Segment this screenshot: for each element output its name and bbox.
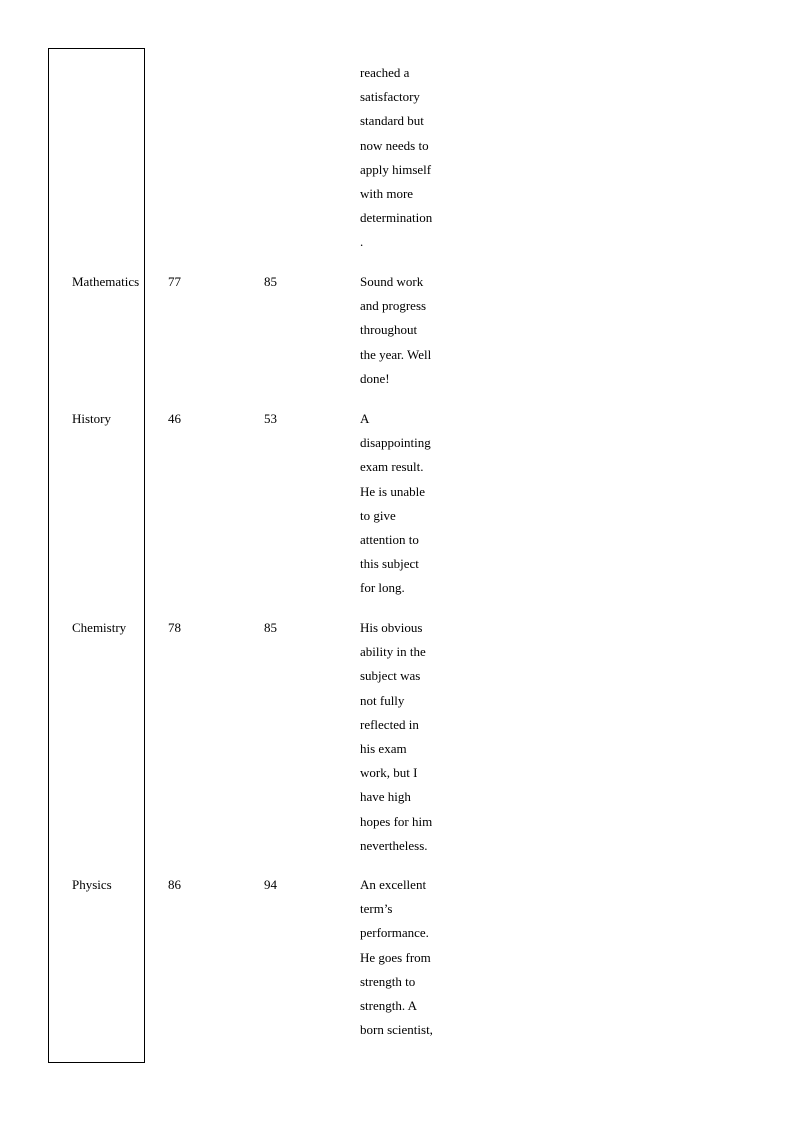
comment-line: Sound work bbox=[360, 274, 424, 289]
comment-line: standard but bbox=[360, 113, 424, 129]
subject-name: Chemistry bbox=[72, 620, 127, 635]
comment-line: to give bbox=[360, 507, 396, 523]
subject-name: History bbox=[72, 411, 111, 426]
teacher-comment bbox=[360, 873, 450, 1042]
comment-line: . bbox=[360, 234, 364, 250]
comment-line: apply himself bbox=[360, 161, 432, 177]
teacher-comment bbox=[360, 270, 450, 391]
comment-line: have high bbox=[360, 789, 411, 805]
comment-line: throughout bbox=[360, 322, 418, 338]
comment-line: the year. Well bbox=[360, 346, 432, 362]
comment-line: for long. bbox=[360, 580, 405, 596]
comment-line: not fully bbox=[360, 692, 405, 708]
comment-line: exam result. bbox=[360, 459, 424, 475]
comment-line: He is unable bbox=[360, 483, 425, 499]
mark-second: 94 bbox=[264, 877, 277, 892]
comment-line: now needs to bbox=[360, 137, 429, 153]
mark-first: 86 bbox=[168, 877, 181, 892]
comment-line: his exam bbox=[360, 740, 407, 756]
comment-line: An excellent bbox=[360, 877, 427, 892]
comment-line: reached a bbox=[360, 65, 410, 80]
mark-second: 85 bbox=[264, 274, 277, 289]
comment-line: ability in the bbox=[360, 644, 426, 660]
comment-line: disappointing bbox=[360, 435, 431, 451]
mark-first: 46 bbox=[168, 411, 181, 426]
comment-line: His obvious bbox=[360, 620, 423, 635]
comment-line: with more bbox=[360, 185, 414, 201]
subject-name: Physics bbox=[72, 877, 112, 892]
comment-line: reflected in bbox=[360, 716, 419, 732]
comment-line: strength. A bbox=[360, 997, 418, 1013]
mark-second: 85 bbox=[264, 620, 277, 635]
comment-line: performance. bbox=[360, 925, 429, 941]
comment-line: nevertheless. bbox=[360, 837, 428, 853]
comment-line: born scientist, bbox=[360, 1022, 433, 1038]
comment-line: A bbox=[360, 411, 370, 426]
comment-line: hopes for him bbox=[360, 813, 433, 829]
comment-line: strength to bbox=[360, 973, 416, 989]
mark-second: 53 bbox=[264, 411, 277, 426]
subject-column-border bbox=[48, 48, 145, 1063]
comment-line: work, but I bbox=[360, 765, 418, 781]
comment-line: attention to bbox=[360, 531, 419, 547]
comment-line: subject was bbox=[360, 668, 421, 684]
mark-first: 78 bbox=[168, 620, 181, 635]
teacher-comment bbox=[360, 616, 450, 858]
continuation-comment bbox=[360, 61, 450, 255]
comment-line: term’s bbox=[360, 901, 393, 917]
comment-line: and progress bbox=[360, 298, 427, 314]
comment-line: this subject bbox=[360, 556, 419, 572]
subject-name: Mathematics bbox=[72, 274, 140, 289]
comment-line: done! bbox=[360, 370, 390, 386]
comment-line: He goes from bbox=[360, 949, 431, 965]
comment-line: satisfactory bbox=[360, 89, 420, 105]
comment-line: determination bbox=[360, 210, 433, 226]
teacher-comment bbox=[360, 407, 450, 601]
mark-first: 77 bbox=[168, 274, 181, 289]
